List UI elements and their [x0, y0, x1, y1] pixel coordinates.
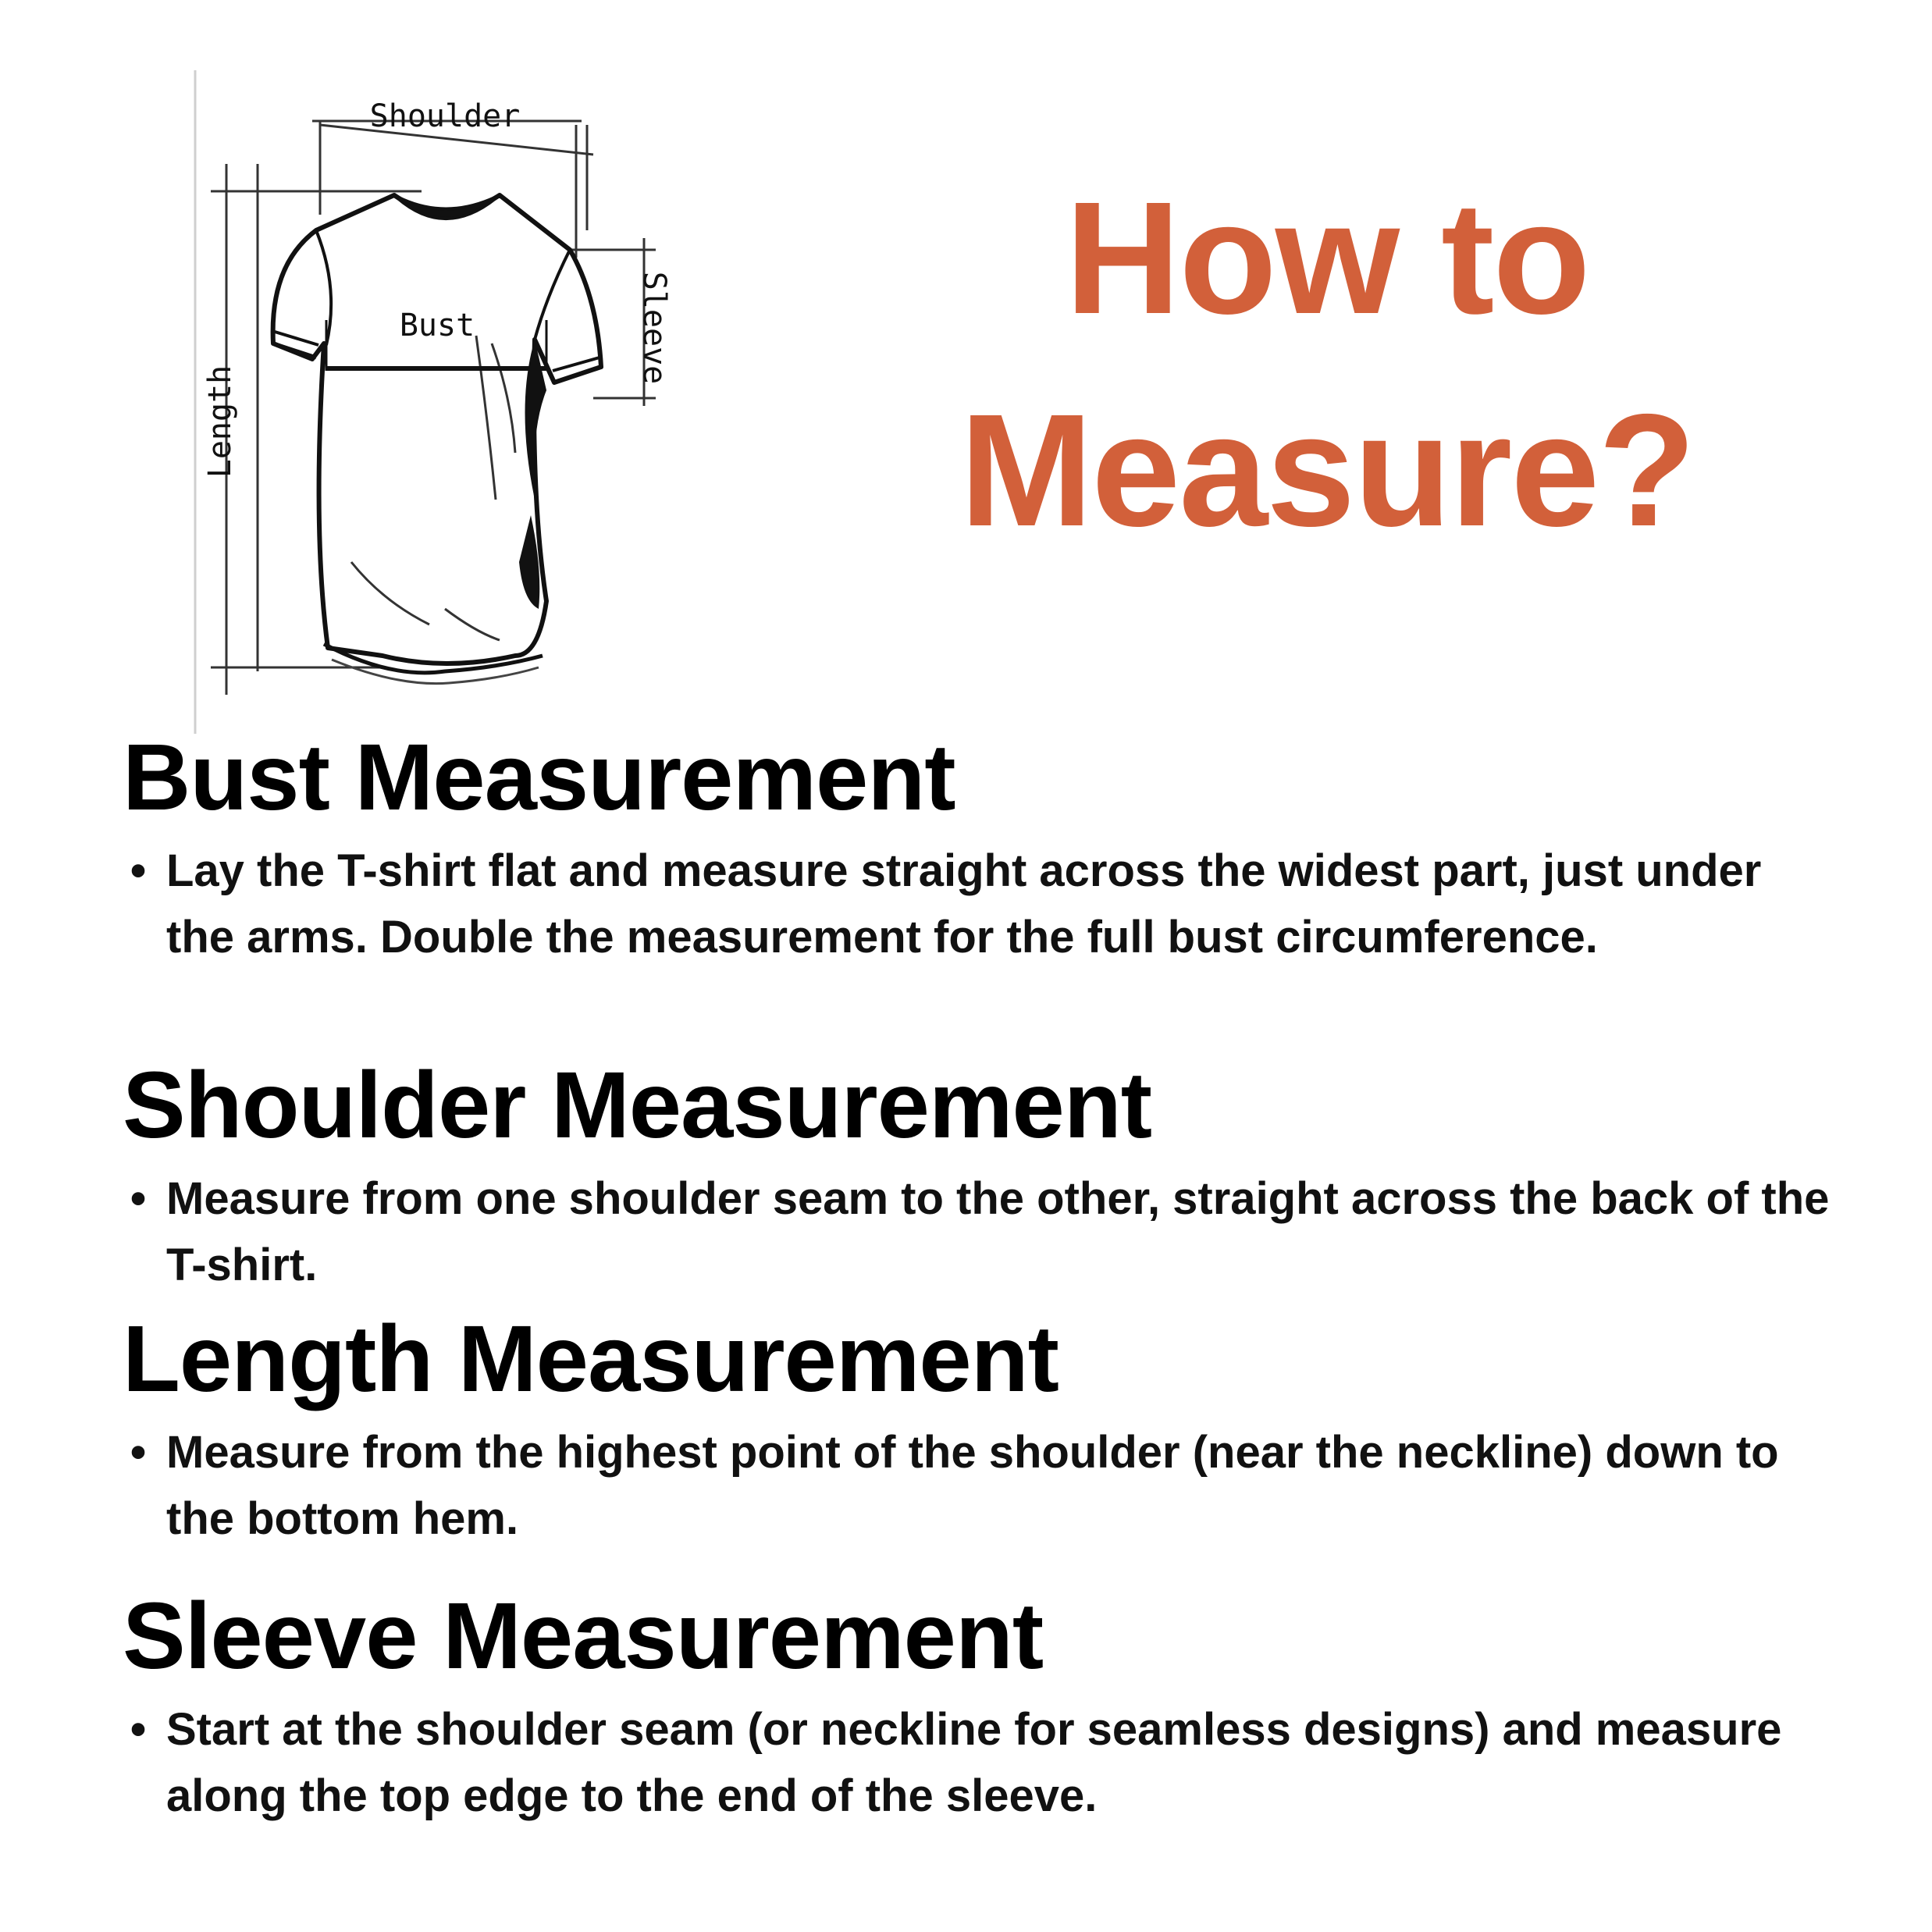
shoulder-label: Shoulder — [369, 98, 521, 134]
bust-label: Bust — [399, 308, 475, 343]
list-item — [130, 1696, 1840, 1829]
bullet-list — [123, 1165, 1840, 1298]
bullet-text: Measure from the highest point of the shoulder (near the neckline) down to the bottom hem. — [166, 1427, 1779, 1544]
tshirt-illustration — [187, 62, 687, 734]
section-heading: Length Measurement — [123, 1305, 1059, 1411]
bullet-list — [123, 1419, 1840, 1552]
bullet-list — [123, 1696, 1840, 1829]
title-line-2: Measure? — [959, 381, 1695, 560]
bullet-text: Measure from one shoulder seam to the other, straight across the back of the T-shirt. — [166, 1173, 1830, 1290]
bullet-text: Start at the shoulder seam (or neckline for seamless designs) and measure along the top edge to the end of the sleeve. — [166, 1704, 1782, 1821]
section-heading: Shoulder Measurement — [123, 1051, 1152, 1158]
bullet-dot-icon: • — [130, 1427, 147, 1478]
bullet-list — [123, 838, 1840, 970]
tshirt-measurement-diagram — [187, 62, 687, 734]
bust-measurement-section — [123, 722, 1840, 970]
list-item — [130, 838, 1840, 970]
sleeve-measurement-section — [123, 1581, 1840, 1829]
length-measurement-section — [123, 1304, 1840, 1552]
bullet-dot-icon: • — [130, 1704, 147, 1755]
length-label: Length — [202, 365, 238, 479]
section-heading: Bust Measurement — [123, 724, 955, 830]
list-item — [130, 1165, 1840, 1298]
section-heading: Sleeve Measurement — [123, 1582, 1044, 1688]
title-line-1: How to — [1065, 169, 1589, 347]
page-title — [859, 152, 1795, 577]
bullet-dot-icon: • — [130, 845, 147, 896]
shoulder-measurement-section — [123, 1050, 1840, 1298]
sleeve-label: Sleeve — [636, 271, 672, 385]
list-item — [130, 1419, 1840, 1552]
bullet-dot-icon: • — [130, 1173, 147, 1224]
bullet-text: Lay the T-shirt flat and measure straight across the widest part, just under the arms. Double the measurement for the full bust circumference. — [166, 845, 1762, 962]
